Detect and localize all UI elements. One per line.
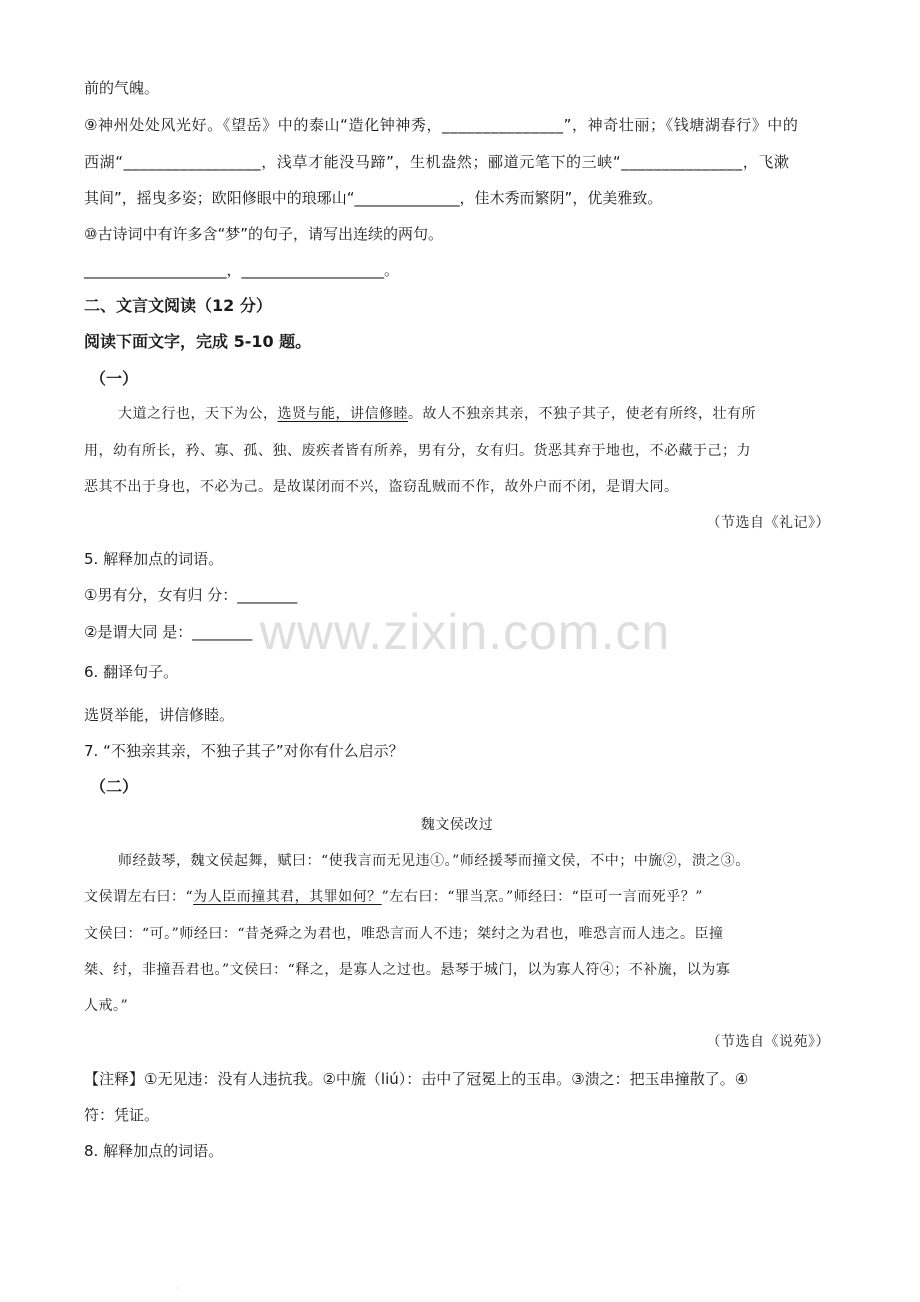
watermark: www.zixin.com.cn — [259, 604, 671, 660]
passage-line: 人戒。” — [84, 998, 129, 1014]
passage-line: 大道之行也，天下为公，选贤与能，讲信修睦。故人不独亲其亲，不独子其子，使老有所终，壮有所 — [118, 406, 756, 422]
question-5-item-2: ②是谓大同 是：________ — [84, 623, 253, 641]
text-line: ___________________，___________________。 — [84, 261, 400, 279]
subsection-heading: （二） — [90, 777, 139, 796]
question-8: 8. 解释加点的词语。 — [84, 1142, 224, 1160]
section-heading: 二、文言文阅读（12 分） — [84, 296, 272, 315]
question-6-sentence: 选贤举能，讲信修睦。 — [84, 706, 235, 724]
text-line: 其间”，摇曳多姿；欧阳修眼中的琅琊山“______________，佳木秀而繁阴”，优美雅致。 — [84, 189, 663, 207]
text-line: 西湖“_________________，浅草才能没马蹄”，生机盎然；郦道元笔下的三峡“_______________，飞漱 — [84, 153, 790, 171]
footer-mark: · — [176, 1284, 179, 1293]
passage-line: 恶其不出于身也，不必为己。是故谋闭而不兴，盗窃乱贼而不作，故外户而不闭，是谓大同。 — [84, 479, 679, 495]
text-line: 前的气魄。 — [84, 79, 160, 97]
question-7: 7. “不独亲其亲，不独子其子”对你有什么启示？ — [84, 742, 404, 760]
instruction-heading: 阅读下面文字，完成 5-10 题。 — [84, 332, 312, 351]
source-citation: （节选自《说苑》） — [706, 1034, 830, 1050]
question-6: 6. 翻译句子。 — [84, 663, 179, 681]
passage-line: 文侯谓左右曰：“为人臣而撞其君，其罪如何？”左右曰：“罪当烹。”师经曰：“臣可一言而死乎？” — [84, 889, 703, 905]
question-5-item-1: ①男有分，女有归 分：________ — [84, 586, 298, 604]
passage-title: 魏文侯改过 — [420, 817, 494, 833]
underlined-phrase: 选贤与能，讲信修睦 — [277, 406, 408, 422]
source-citation: （节选自《礼记》） — [706, 515, 830, 531]
annotation-line: 符：凭证。 — [84, 1106, 160, 1124]
passage-line: 用，幼有所长，矜、寡、孤、独、废疾者皆有所养，男有分，女有归。货恶其弃于地也，不必藏于己；力 — [84, 443, 751, 459]
text-line: ⑨神州处处风光好。《望岳》中的泰山“造化钟神秀，_______________”，神奇壮丽；《钱塘湖春行》中的 — [84, 116, 799, 134]
passage-line: 桀、纣，非撞吾君也。”文侯曰：“释之，是寡人之过也。悬琴于城门，以为寡人符④；不补旒，以为寡 — [84, 962, 731, 978]
question-5: 5. 解释加点的词语。 — [84, 550, 224, 568]
passage-line: 师经鼓琴，魏文侯起舞，赋曰：“使我言而无见违①。”师经援琴而撞文侯，不中；中旒②，溃之③。 — [118, 853, 750, 869]
text-line: ⑩古诗词中有许多含“梦”的句子，请写出连续的两句。 — [84, 225, 443, 243]
annotation-line: 【注释】①无见违：没有人违抗我。②中旒（liú）：击中了冠冕上的玉串。③溃之：把玉串撞散了。④ — [84, 1070, 749, 1088]
subsection-heading: （一） — [90, 369, 139, 388]
underlined-phrase: 为人臣而撞其君，其罪如何？ — [193, 889, 382, 905]
passage-line: 文侯曰：“可。”师经曰：“昔尧舜之为君也，唯恐言而人不违；桀纣之为君也，唯恐言而人违之。臣撞 — [84, 926, 724, 942]
